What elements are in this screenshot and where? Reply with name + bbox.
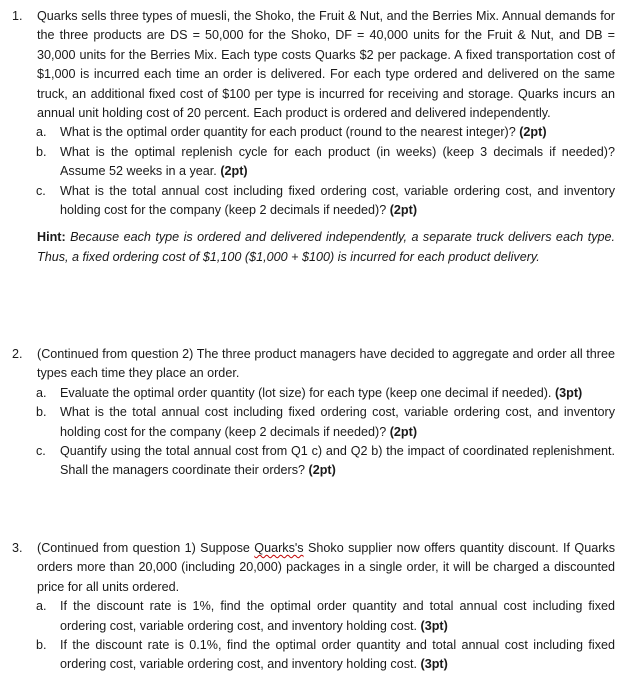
subquestion-1b bbox=[36, 143, 615, 182]
points-label: (3pt) bbox=[420, 618, 448, 633]
subquestion-letter: a. bbox=[36, 385, 47, 400]
points-label: (2pt) bbox=[389, 424, 418, 439]
points-label: (2pt) bbox=[308, 463, 336, 478]
points-label: (2pt) bbox=[519, 125, 547, 140]
question-text-end: Shoko supplier now offers quantity discount. If Quarks orders more than 20,000 (including 20,000) packages in a single order, it will be charged a discounted price for all units ordered. bbox=[37, 541, 616, 594]
question-number: 1. bbox=[12, 9, 23, 23]
subquestion-text: Evaluate the optimal order quantity (lot size) for each type (keep one decimal if needed). bbox=[60, 385, 552, 400]
subquestion-2c bbox=[36, 442, 615, 481]
question-text: Quarks sells three types of muesli, the Shoko, the Fruit & Nut, and the Berries Mix. Annual demands for the three products are DS = 50,000 for the Shoko, DF = 40,000 units for the Fruit & Nut, and DB = 30,000 units for the Berries Mix. Each type costs Quarks $2 per package. A fixed transportation cost of $1,000 is incurred each time an order is delivered. For each type ordered and delivered on the same truck, an additional fixed cost of $100 per type is incurred for receiving and storage. Quarks incurs an annual unit holding cost of 20 percent. Each product is ordered and delivered independently. bbox=[37, 9, 615, 121]
subquestion-text: What is the optimal order quantity for each product (round to the nearest integer)? bbox=[60, 125, 516, 140]
question-3 bbox=[12, 539, 615, 675]
subquestion-3a bbox=[36, 597, 615, 636]
question-text-start: (Continued from question 1) Suppose bbox=[37, 541, 250, 555]
hint-paragraph bbox=[37, 228, 615, 267]
subquestion-text: Quantify using the total annual cost from Q1 c) and Q2 b) the impact of coordinated replenishment. Shall the managers coordinate their orders? bbox=[60, 444, 615, 478]
hint-label: Hint: bbox=[37, 230, 66, 245]
subquestion-letter: c. bbox=[36, 444, 46, 459]
question-1 bbox=[12, 7, 615, 267]
question-2 bbox=[12, 345, 615, 481]
hint-text: Because each type is ordered and delivered independently, a separate truck delivers each type. Thus, a fixed ordering cost of $1,100 ($1,000 + $100) is incurred for each product delivery. bbox=[37, 230, 615, 264]
question-text: (Continued from question 2) The three product managers have decided to aggregate and order all three types each time they place an order. bbox=[37, 347, 615, 381]
points-label: (2pt) bbox=[389, 203, 418, 218]
points-label: (2pt) bbox=[220, 164, 248, 179]
subquestion-text: If the discount rate is 1%, find the optimal order quantity and total annual cost including fixed ordering cost, variable ordering cost, and inventory holding cost. bbox=[60, 599, 615, 633]
subquestion-letter: a. bbox=[36, 599, 47, 614]
subquestion-2b bbox=[36, 403, 615, 442]
question-text bbox=[37, 539, 615, 597]
points-label: (3pt) bbox=[554, 385, 583, 400]
question-number: 3. bbox=[12, 541, 23, 555]
subquestion-letter: b. bbox=[36, 638, 47, 653]
subquestion-letter: c. bbox=[36, 183, 46, 198]
subquestion-letter: b. bbox=[36, 405, 47, 420]
subquestion-1a bbox=[36, 123, 615, 142]
subquestion-text: What is the total annual cost including fixed ordering cost, variable ordering cost, and inventory holding cost for the company (keep 2 decimals if needed)? bbox=[60, 405, 615, 439]
subquestion-3b bbox=[36, 636, 615, 675]
subquestion-letter: a. bbox=[36, 125, 47, 140]
spellcheck-flagged-word: Quarks's bbox=[254, 541, 304, 555]
subquestion-2a bbox=[36, 384, 615, 403]
question-number: 2. bbox=[12, 347, 23, 361]
points-label: (3pt) bbox=[420, 657, 448, 672]
subquestion-letter: b. bbox=[36, 144, 47, 159]
subquestion-1c bbox=[36, 182, 615, 221]
subquestion-text: What is the total annual cost including fixed ordering cost, variable ordering cost, and inventory holding cost for the company (keep 2 decimals if needed)? bbox=[60, 183, 615, 218]
subquestion-text: If the discount rate is 0.1%, find the optimal order quantity and total annual cost including fixed ordering cost, variable ordering cost, and inventory holding cost. bbox=[60, 638, 615, 672]
subquestion-text: What is the optimal replenish cycle for each product (in weeks) (keep 3 decimals if needed)? Assume 52 weeks in a year. bbox=[60, 144, 615, 179]
